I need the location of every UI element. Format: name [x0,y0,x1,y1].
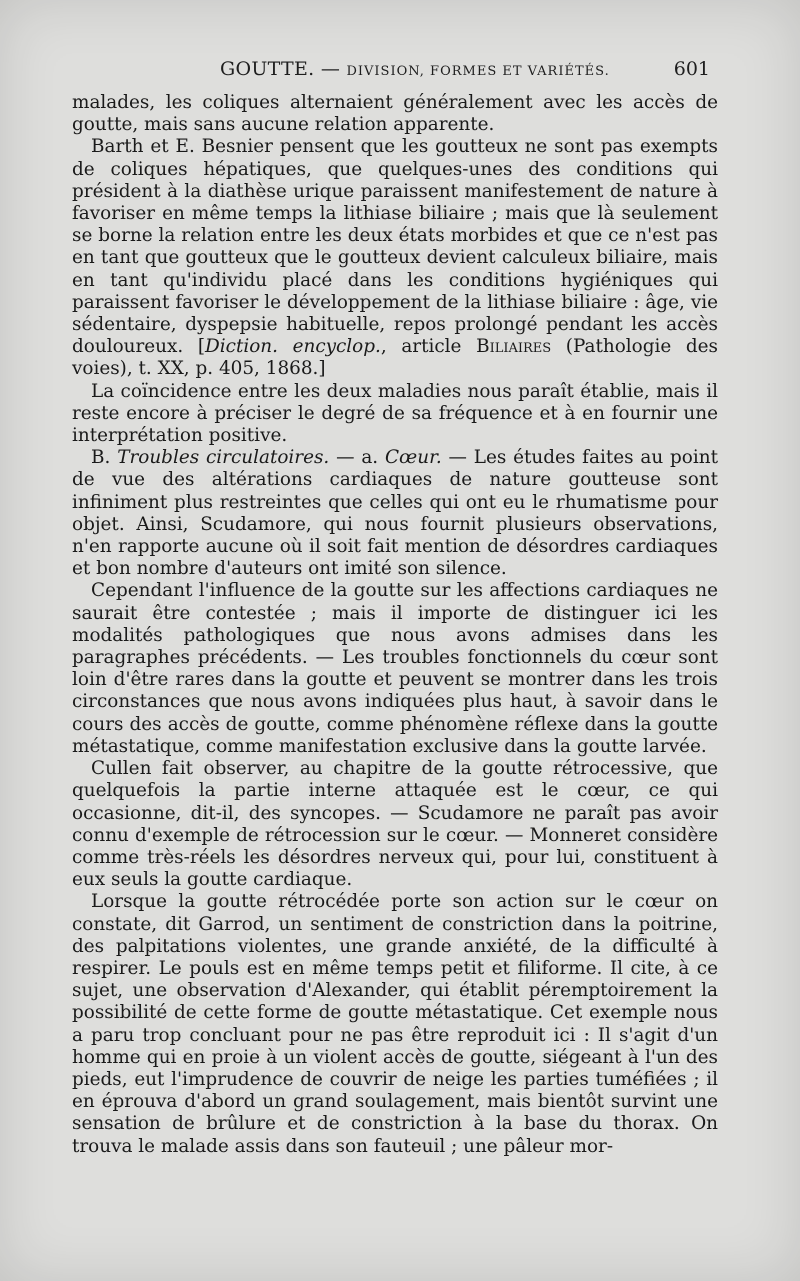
section-letter: B. [91,447,118,469]
subsection-heading: Cœur. [384,447,442,469]
paragraph-4 [72,447,718,580]
section-sep: — a. [329,447,385,469]
paragraph-1: malades, les coliques alternaient généralement avec les accès de goutte, mais sans aucune relation apparente. [72,92,718,136]
header-subtitle: DIVISION, FORMES ET VARIÉTÉS. [346,64,610,79]
section-heading: Troubles circulatoires. [117,447,330,469]
reference-mid: , article [380,336,477,358]
paragraph-7: Lorsque la goutte rétrocédée porte son action sur le cœur on constate, dit Garrod, un sentiment de constriction dans la poitrine, des palpitations violentes, une grande anxiété, de la difficulté à respirer. Le pouls est en même temps petit et filiforme. Il cite, à ce sujet, une observation d'Alexander, qui établit péremptoirement la possibilité de cette forme de goutte métastatique. Cet exemple nous a paru trop concluant pour ne pas être reproduit ici : Il s'agit d'un homme qui en proie à un violent accès de goutte, siégeant à l'un des pieds, eut l'imprudence de couvrir de neige les parties tuméfiées ; il en éprouva d'abord un grand soulagement, mais bientôt survint une sensation de brûlure et de constriction à la base du thorax. On trouva le malade assis dans son fauteuil ; une pâleur mor- [72,891,718,1157]
running-header [72,58,718,88]
paragraph-5: Cependant l'influence de la goutte sur les affections cardiaques ne saurait être contestée ; mais il importe de distinguer ici les modalités pathologiques que nous avons admises dans les paragraphes précédents. — Les troubles fonctionnels du cœur sont loin d'être rares dans la goutte et peuvent se montrer dans les trois circonstances que nous avons indiquées plus haut, à savoir dans le cours des accès de goutte, comme phénomène réflexe dans la goutte métastatique, comme manifestation exclusive dans la goutte larvée. [72,580,718,757]
paragraph-3: La coïncidence entre les deux maladies nous paraît établie, mais il reste encore à préciser le degré de sa fréquence et à en fournir une interprétation positive. [72,380,718,447]
paragraph-2-text: Barth et E. Besnier pensent que les goutteux ne sont pas exempts de coliques hépatiques, que quelques-unes des conditions qui président à la diathèse urique paraissent manifestement de nature à favoriser en même temps la lithiase biliaire ; mais que là seulement se borne la relation entre les deux états morbides et que ce n'est pas en tant que goutteux que le goutteux devient calculeux biliaire, mais en tant qu'individu placé dans les conditions hygiéniques qui paraissent favoriser le développement de la lithiase biliaire : âge, vie sédentaire, dyspepsie habituelle, repos prolongé pendant les accès douloureux. [ [72,136,718,358]
reference-title: Diction. encyclop. [205,336,381,358]
paragraph-2 [72,136,718,380]
paragraph-6: Cullen fait observer, au chapitre de la goutte rétrocessive, que quelquefois la partie interne attaquée est le cœur, ce qui occasionne, dit-il, des syncopes. — Scudamore ne paraît pas avoir connu d'exemple de rétrocession sur le cœur. — Monneret considère comme très-réels les désordres nerveux qui, pour lui, constituent à eux seuls la goutte cardiaque. [72,758,718,891]
running-title [220,58,610,80]
header-title: GOUTTE. — [220,58,341,80]
body-text [72,92,718,1158]
paragraph-4-text: — Les études faites au point de vue des altérations cardiaques de nature goutteuse sont infiniment plus restreintes que celles qui ont eu le rhumatisme pour objet. Ainsi, Scudamore, qui nous fournit plusieurs observations, n'en rapporte aucune où il soit fait mention de désordres cardiaques et bon nombre d'auteurs ont imité son silence. [72,447,718,580]
reference-end: (Pathologie des voies), t. XX, p. 405, 1868.] [72,336,718,380]
page-number: 601 [673,58,710,80]
reference-article: Biliaires [476,336,552,358]
